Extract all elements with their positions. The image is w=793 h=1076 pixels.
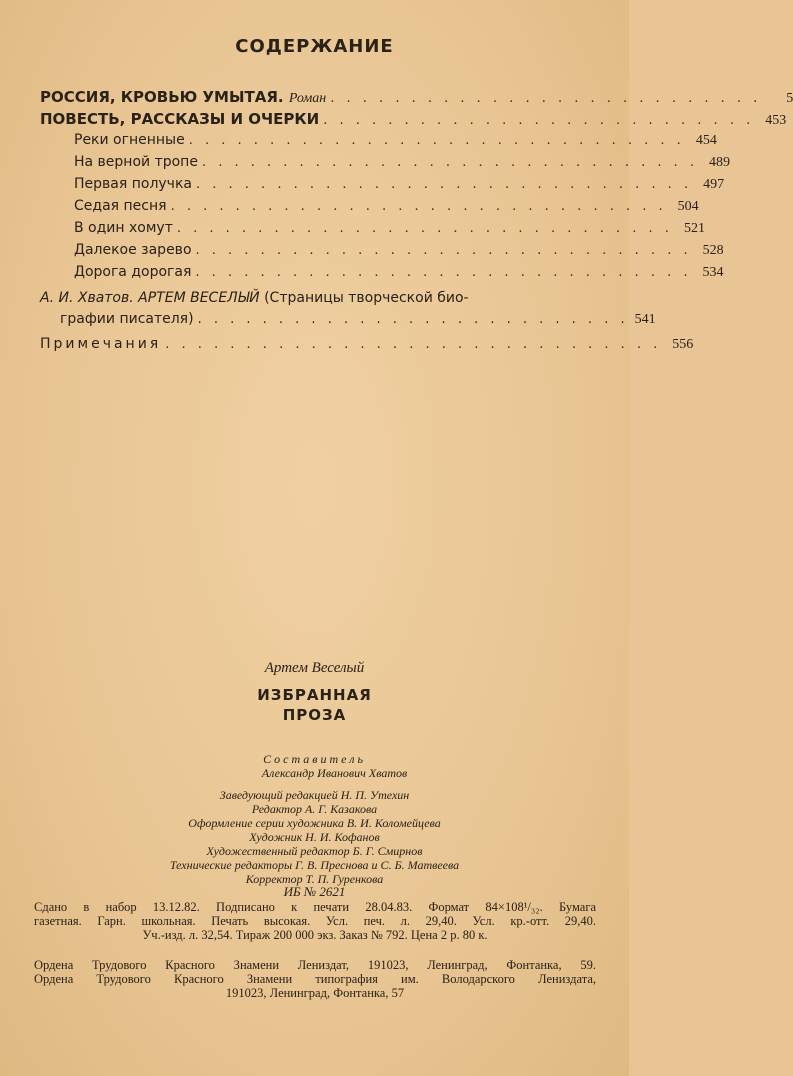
printer-line: Ордена Трудового Красного Знамени типография им. Володарского Лениздата, bbox=[34, 972, 596, 986]
leader-dots: . . . . . . . . . . . . . . . . . . . . . . . . . . . . . . . bbox=[176, 221, 673, 236]
compiler-label: Составитель bbox=[263, 752, 366, 766]
compiler-name: Александр Иванович Хватов bbox=[261, 766, 408, 780]
toc-item-title: В один хомут bbox=[74, 220, 173, 236]
toc-item bbox=[40, 132, 717, 154]
leader-dots: . . . . . . . . . . . . . . . . . . . . . . . . . . . . . . . bbox=[165, 337, 662, 352]
essay-title: АРТЕМ ВЕСЕЛЫЙ bbox=[138, 290, 260, 306]
essay-author: А. И. Хватов. bbox=[40, 290, 134, 306]
toc-page-number: 497 bbox=[703, 177, 725, 192]
toc-page-number: 5 bbox=[786, 91, 793, 106]
toc-item bbox=[40, 198, 699, 220]
toc-entry-title: РОССИЯ, КРОВЬЮ УМЫТАЯ. bbox=[40, 88, 284, 106]
leader-dots: . . . . . . . . . . . . . . . . . . . . . . . . . . . bbox=[197, 312, 629, 327]
toc-item-title: Седая песня bbox=[74, 198, 167, 214]
toc-item bbox=[40, 242, 724, 264]
credit-line: Редактор А. Г. Казакова bbox=[251, 802, 378, 816]
leader-dots: . . . . . . . . . . . . . . . . . . . . . . . . . . . bbox=[323, 113, 755, 128]
publisher-line: Ордена Трудового Красного Знамени Лениздат, 191023, Ленинград, Фонтанка, 59. bbox=[34, 958, 596, 972]
imprint-block bbox=[34, 900, 596, 1000]
leader-dots: . . . . . . . . . . . . . . . . . . . . . . . . . . . . . . . bbox=[188, 133, 685, 148]
imprint-line: Сдано в набор 13.12.82. Подписано к печати 28.04.83. Формат 84×108¹/₃₂. Бумага bbox=[34, 900, 596, 914]
leader-dots: . . . . . . . . . . . . . . . . . . . . . . . . . . . . . . . bbox=[196, 177, 693, 192]
leader-dots: . . . . . . . . . . . . . . . . . . . . . . . . . . . . . . . bbox=[195, 243, 692, 258]
toc-entry-stories bbox=[40, 110, 787, 132]
book-title-block bbox=[0, 660, 629, 725]
toc-page-number: 556 bbox=[672, 337, 694, 352]
toc-page-number: 504 bbox=[677, 199, 699, 214]
page-title: СОДЕРЖАНИЕ bbox=[235, 36, 394, 57]
toc-page-number: 454 bbox=[695, 133, 717, 148]
credit-line: Художник Н. И. Кофанов bbox=[249, 830, 380, 844]
credits-block bbox=[0, 752, 629, 886]
leader-dots: . . . . . . . . . . . . . . . . . . . . . . . . . . . bbox=[330, 91, 762, 106]
credit-line: Заведующий редакцией Н. П. Утехин bbox=[219, 788, 410, 802]
toc-item-title: Дорога дорогая bbox=[74, 264, 192, 280]
toc-entry-novel bbox=[40, 88, 793, 110]
toc-item-title: Первая получка bbox=[74, 176, 192, 192]
book-author: Артем Веселый bbox=[264, 660, 365, 676]
toc-item-title: Реки огненные bbox=[74, 132, 185, 148]
toc-item bbox=[40, 176, 725, 198]
toc-page-number: 534 bbox=[702, 265, 724, 280]
credit-line: Корректор Т. П. Гуренкова bbox=[245, 872, 384, 886]
toc-item bbox=[40, 154, 731, 176]
toc-item bbox=[40, 264, 724, 286]
ib-number: ИБ № 2621 bbox=[283, 884, 346, 899]
toc-entry-title: ПОВЕСТЬ, РАССКАЗЫ И ОЧЕРКИ bbox=[40, 110, 320, 128]
credit-line: Оформление серии художника В. И. Коломейцева bbox=[188, 816, 441, 830]
toc-entry-essay bbox=[40, 288, 656, 330]
leader-dots: . . . . . . . . . . . . . . . . . . . . . . . . . . . . . . . bbox=[195, 265, 692, 280]
book-title-line2: ПРОЗА bbox=[282, 706, 347, 724]
toc-entry-genre: Роман bbox=[288, 91, 327, 106]
imprint-line: газетная. Гарн. школьная. Печать высокая. Усл. печ. л. 29,40. Усл. кр.-отт. 29,40. bbox=[34, 914, 596, 928]
toc-item-title: Далекое зарево bbox=[74, 242, 192, 258]
credit-line: Художественный редактор Б. Г. Смирнов bbox=[206, 844, 423, 858]
credit-line: Технические редакторы Г. В. Преснова и С. Б. Матвеева bbox=[169, 858, 460, 872]
book-title-line1: ИЗБРАННАЯ bbox=[257, 686, 372, 704]
toc-page-number: 521 bbox=[683, 221, 705, 236]
essay-subtitle-part2: графии писателя) bbox=[60, 311, 194, 327]
toc-entry-title: Примечания bbox=[40, 336, 162, 352]
toc-item-title: На верной тропе bbox=[74, 154, 198, 170]
table-of-contents bbox=[40, 88, 793, 358]
leader-dots: . . . . . . . . . . . . . . . . . . . . . . . . . . . . . . . bbox=[201, 155, 699, 170]
toc-page-number: 453 bbox=[765, 113, 787, 128]
toc-page-number: 528 bbox=[702, 243, 724, 258]
essay-subtitle-part1: (Страницы творческой био- bbox=[264, 290, 469, 306]
toc-entry-notes bbox=[40, 336, 694, 358]
toc-item bbox=[40, 220, 705, 242]
printer-address: 191023, Ленинград, Фонтанка, 57 bbox=[225, 986, 405, 1000]
toc-page-number: 541 bbox=[634, 312, 656, 327]
leader-dots: . . . . . . . . . . . . . . . . . . . . . . . . . . . . . . . bbox=[170, 199, 667, 214]
toc-page-number: 489 bbox=[709, 155, 731, 170]
imprint-line: Уч.-изд. л. 32,54. Тираж 200 000 экз. Заказ № 792. Цена 2 р. 80 к. bbox=[142, 928, 488, 942]
